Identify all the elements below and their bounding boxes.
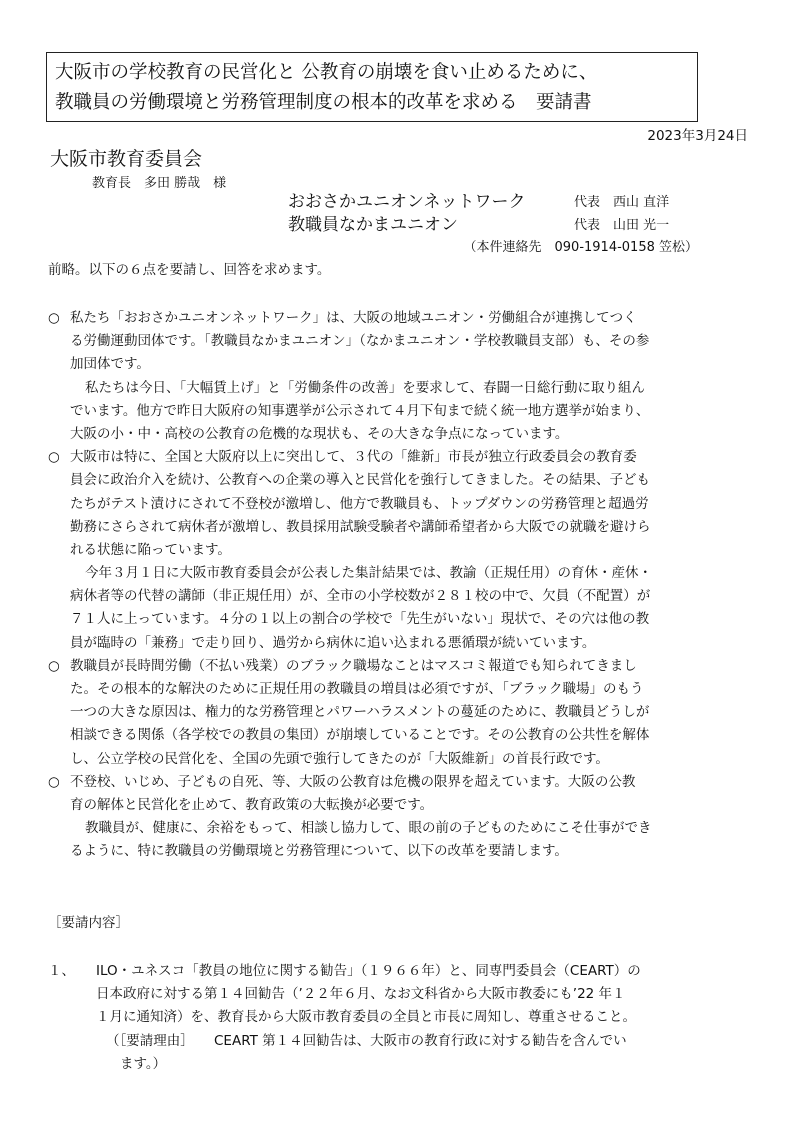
- paragraph-line: [48, 585, 760, 608]
- request-reason: [48, 1030, 760, 1076]
- indented-paragraph: [48, 377, 760, 447]
- sender-rep: 代表 西山 直洋: [574, 195, 670, 210]
- line-text: たちがテスト漬けにされて不登校が激増し、他方で教職員も、トップダウンの労務管理と超過労: [70, 495, 649, 512]
- line-text: 今年３月１日に大阪市教育委員会が公表した集計結果では、教諭（正規任用）の育休・産休・: [85, 565, 652, 582]
- paragraph-line: [48, 608, 760, 631]
- paragraph-line: [48, 724, 760, 747]
- paragraph-line: [48, 840, 760, 863]
- indented-paragraph: [48, 562, 760, 655]
- bullet-mark: ○: [48, 773, 60, 790]
- request-line: [48, 983, 760, 1006]
- line-text: 教職員が、健康に、余裕をもって、相談し協力して、眼の前の子どものためにこそ仕事ができ: [85, 820, 652, 837]
- bullet-paragraph: [48, 307, 760, 377]
- line-text: ILO・ユネスコ「教員の地位に関する勧告」（１９６６年）と、同専門委員会（CEART）の: [96, 963, 641, 979]
- paragraph-line: [48, 678, 760, 701]
- paragraph-line: [48, 423, 760, 446]
- paragraph-line: [48, 446, 760, 469]
- line-text: る労働運動団体です。「教職員なかまユニオン」（なかまユニオン・学校教職員支部）も、その参: [70, 333, 650, 350]
- request-list: [48, 960, 760, 1076]
- line-text: れる状態に陥っています。: [70, 541, 231, 558]
- line-text: 育の解体と民営化を止めて、教育政策の大転換が必要です。: [70, 796, 434, 813]
- request-number: １、: [48, 963, 75, 979]
- sender-1: [288, 187, 670, 212]
- contact-info: （本件連絡先 090-1914-0158 笠松）: [463, 240, 698, 255]
- line-text: た。その根本的な解決のために正規任用の教職員の増員は必須ですが、「ブラック職場」のもう: [70, 681, 644, 697]
- document-date: 2023年3月24日: [647, 128, 748, 144]
- line-text: 相談できる関係（各学校での教員の集団）が崩壊していることです。その公教育の公共性を解体: [70, 727, 650, 744]
- reason-line: ます。）: [120, 1055, 167, 1072]
- paragraph-line: [48, 655, 760, 678]
- line-text: し、公立学校の民営化を、全国の先頭で強行してきたのが「大阪維新」の首長行政です。: [70, 750, 609, 767]
- line-text: 員が臨時の「兼務」で走り回り、過労から病休に追い込まれる悪循環が続いています。: [70, 634, 596, 651]
- paragraph-line: [48, 330, 760, 353]
- line-text: 員会に政治介入を続け、公教育への企業の導入と民営化を強行してきました。その結果、子ども: [70, 472, 650, 489]
- indented-paragraph: [48, 817, 760, 863]
- sender-2: [288, 210, 670, 235]
- body-text: [48, 307, 760, 864]
- line-text: 日本政府に対する第１４回勧告（’２２年６月、なお文科省から大阪市教委にも’22 年１: [96, 986, 626, 1003]
- paragraph-line: [48, 493, 760, 516]
- title-box: [46, 52, 698, 122]
- paragraph-line: [48, 539, 760, 562]
- line-text: ７１人に上っています。４分の１以上の割合の学校で「先生がいない」現状で、その穴は他の教: [70, 611, 650, 628]
- line-text: でいます。他方で昨日大阪府の知事選挙が公示されて４月下旬まで続く統一地方選挙が始まり、: [70, 402, 650, 419]
- paragraph-line: [48, 353, 760, 376]
- paragraph-line: [48, 516, 760, 539]
- bullet-mark: ○: [48, 449, 60, 466]
- request-line: [48, 1006, 760, 1029]
- line-text: るように、特に教職員の労働環境と労務管理について、以下の改革を要請します。: [70, 843, 568, 860]
- paragraph-line: [48, 701, 760, 724]
- line-text: 私たち「おおさかユニオンネットワーク」は、大阪の地域ユニオン・労働組合が連携してつく: [70, 310, 637, 326]
- recipient-person: 教育長 多田 勝哉 様: [92, 176, 227, 191]
- paragraph-line: [48, 400, 760, 423]
- request-line: [48, 960, 760, 983]
- bullet-paragraph: [48, 771, 760, 817]
- greeting: 前略。以下の６点を要請し、回答を求めます。: [48, 262, 331, 278]
- section-heading: ［要請内容］: [48, 915, 129, 931]
- line-text: 大阪市は特に、全国と大阪府以上に突出して、３代の「維新」市長が独立行政委員会の教育委: [70, 449, 637, 466]
- bullet-mark: ○: [48, 310, 60, 326]
- paragraph-line: [48, 817, 760, 840]
- bullet-mark: ○: [48, 657, 60, 674]
- line-text: 勤務にさらされて病休者が激増し、教員採用試験受験者や講師希望者から大阪での就職を避けら: [70, 518, 651, 535]
- paragraph-line: [48, 469, 760, 492]
- line-text: 教職員が長時間労働（不払い残業）のブラック職場なことはマスコミ報道でも知られてきまし: [70, 657, 637, 674]
- paragraph-line: [48, 307, 760, 330]
- sender-org: 教職員なかまユニオン: [288, 215, 458, 235]
- line-text: 私たちは今日、「大幅賃上げ」と「労働条件の改善」を要求して、春闘一日総行動に取り組ん: [85, 379, 645, 396]
- paragraph-line: [48, 562, 760, 585]
- line-text: 加団体です。: [70, 356, 150, 373]
- line-text: １月に通知済）を、教育長から大阪市教育委員の全員と市長に周知し、尊重させること。: [96, 1009, 636, 1026]
- bullet-paragraph: [48, 655, 760, 771]
- bullet-paragraph: [48, 446, 760, 562]
- line-text: 大阪の小・中・高校の公教育の危機的な現状も、その大きな争点になっています。: [70, 425, 569, 442]
- line-text: 病休者等の代替の講師（非正規任用）が、全市の小学校数が２８１校の中で、欠員（不配置）が: [70, 588, 651, 605]
- paragraph-line: [48, 377, 760, 400]
- recipient-org: 大阪市教育委員会: [50, 148, 203, 170]
- title-line-2: 教職員の労働環境と労務管理制度の根本的改革を求める 要請書: [55, 92, 592, 113]
- paragraph-line: [48, 771, 760, 794]
- title-line-1: 大阪市の学校教育の民営化と 公教育の崩壊を食い止めるために、: [55, 62, 598, 83]
- paragraph-line: [48, 748, 760, 771]
- line-text: 一つの大きな原因は、権力的な労務管理とパワーハラスメントの蔓延のために、教職員どうしが: [70, 704, 650, 721]
- reason-line: （［要請理由］ CEART 第１４回勧告は、大阪市の教育行政に対する勧告を含んでい: [106, 1032, 627, 1049]
- request-item: [48, 960, 760, 1076]
- paragraph-line: [48, 794, 760, 817]
- sender-org: おおさかユニオンネットワーク: [288, 192, 526, 212]
- paragraph-line: [48, 632, 760, 655]
- sender-rep: 代表 山田 光一: [574, 218, 670, 233]
- line-text: 不登校、いじめ、子どもの自死、等、大阪の公教育は危機の限界を超えています。大阪の公教: [70, 773, 636, 790]
